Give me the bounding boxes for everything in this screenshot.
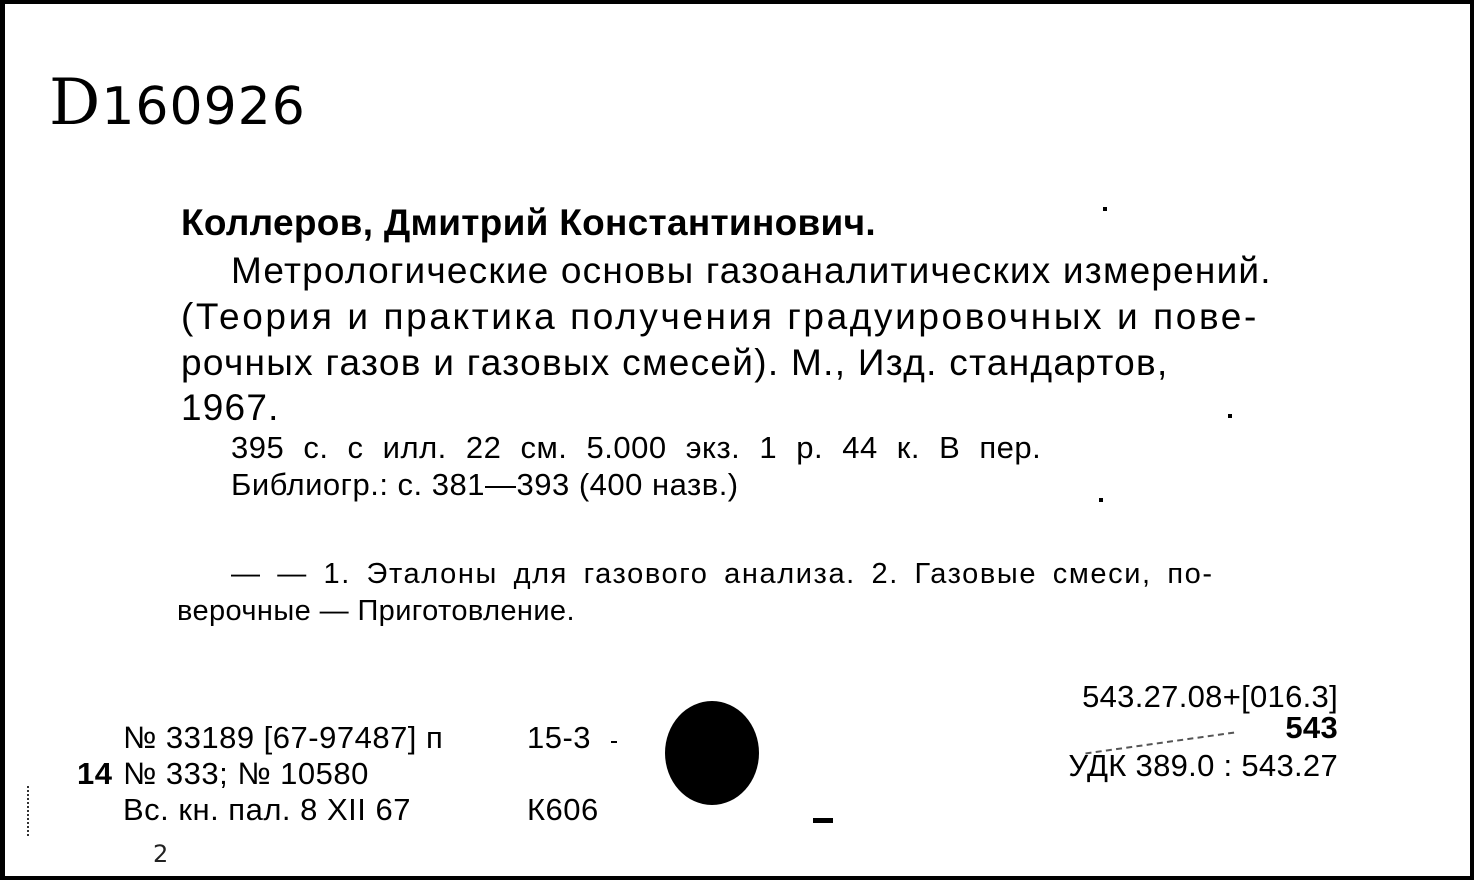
ink-dot: [1099, 498, 1103, 502]
chamber-date: Вс. кн. пал. 8 XII 67: [123, 792, 412, 827]
title-line: рочных газов и газовых смесей). М., Изд. стандартов,: [181, 342, 1169, 383]
classification-bold-code: 543: [1285, 710, 1338, 745]
call-number: [49, 66, 306, 140]
call-number-digits: 160926: [101, 77, 306, 137]
author-heading: Коллеров, Дмитрий Константинович.: [181, 202, 876, 243]
call-number-prefix: D: [49, 66, 102, 140]
punch-hole: [665, 701, 759, 805]
udk-code: УДК 389.0 : 543.27: [1068, 748, 1338, 783]
title-line: 1967.: [181, 387, 280, 428]
bibliography-note: Библиогр.: с. 381—393 (400 назв.): [231, 467, 739, 502]
title-line: (Теория и практика получения градуировочных и пове-: [181, 296, 1259, 337]
title-line: Метрологические основы газоаналитических измерений.: [231, 250, 1272, 291]
classification-code: 543.27.08+[016.3]: [1082, 679, 1338, 714]
registration-code: 15-3: [527, 720, 592, 755]
ink-dot: [611, 741, 617, 743]
physical-description: 395 с. с илл. 22 см. 5.000 экз. 1 р. 44 к. В пер.: [231, 430, 1042, 465]
subject-headings-continued: верочные — Приготовление.: [177, 595, 575, 627]
ink-dot: [1228, 414, 1232, 418]
ink-dot: [1103, 207, 1107, 211]
registration-number: № 33189 [67-97487] п: [123, 720, 444, 755]
issue-numbers: № 333; № 10580: [123, 756, 369, 791]
ink-mark: [813, 818, 833, 823]
subject-headings: — — 1. Эталоны для газового анализа. 2. Газовые смеси, по-: [231, 558, 1214, 590]
chamber-code: К606: [527, 792, 599, 827]
card-count: 14: [77, 756, 113, 791]
handwritten-note: 2: [153, 840, 169, 868]
margin-marks: [27, 786, 35, 836]
